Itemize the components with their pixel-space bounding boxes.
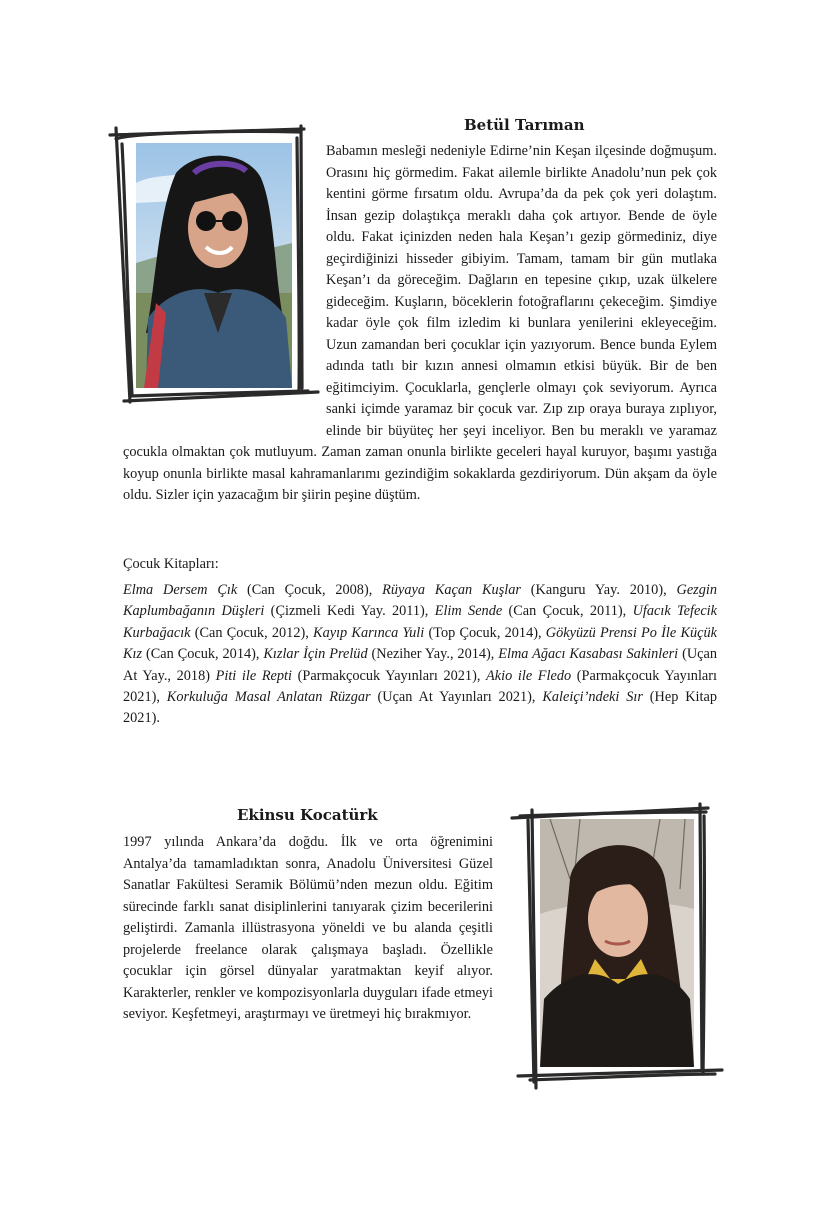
book-title: Kayıp Karınca Yuli: [313, 624, 425, 641]
author-name-ekinsu: Ekinsu Kocatürk: [237, 806, 378, 824]
book-title: Gökyüzü Prensi Po İle Küçük Kız: [123, 624, 717, 663]
author-bio-betul-text: Babamın mesleği nedeniyle Edirne’nin Keşan ilçesinde doğmuşum. Orasını hiç görmedim. Fakat ailemle birlikte Anadolu’nun pek çok kentini görme fırsatım oldu. Avrupa’da da pek çok yeri dolaştım. İnsan gezip dolaştıkça meraklı daha çok artıyor. Bende de öyle oldu. Fakat içinizden neden hala Keşan’ı gezip görmediniz, diye geçirdiğinizi hisseder gibiyim. Tamam, tamam bir gün mutlaka Keşan’ı da göreceğim. Dağların en tepesine çıkıp, uzak ülkelere gideceğim. Kuşların, böceklerin fotoğraflarını çekeceğim. Şimdiye kadar öyle çok film izledim ki bunlara yenilerini ekleyeceğim. Uzun zamandan beri çocuklar için yazıyorum. Bence bunda Eylem adında tatlı bir kızın annesi olmamın etkisi büyük. Bir de ben eğitimciyim. Çocuklarla, gençlerle olmayı çok seviyorum. Ayrıca sanki içimde yaramaz bir çocuk var. Zıp zıp oraya buraya zıplıyor, elinde bir büyüteç her şeyi inceliyor. Ben bu meraklı ve yaramaz çocukla olmaktan çok mutluyum. Zaman zaman onunla birlikte geceleri hayal kuruyor, başımı yastığa koyup onunla birlikte masal kahramanlarımı gezindiğim sokaklarda gezdiriyorum. Dün akşam da öyle oldu. Sizler için yazacağım bir şiirin peşine düştüm.: [123, 143, 717, 503]
book-title: Kızlar İçin Prelüd: [263, 646, 368, 663]
book-publisher-info: (Top Çocuk, 2014),: [424, 624, 546, 641]
book-title: Elma Dersem Çık: [123, 582, 238, 598]
author-photo-frame-2: [510, 804, 724, 1090]
book-publisher-info: (Çizmeli Kedi Yay. 2011),: [264, 603, 435, 620]
books-list: [123, 580, 717, 730]
author-name-betul: Betül Tarıman: [464, 116, 585, 134]
book-title: Ufacık Tefecik Kurbağacık: [123, 603, 717, 641]
book-publisher-info: (Can Çocuk, 2014),: [142, 646, 264, 663]
book-publisher-info: (Can Çocuk, 2011),: [502, 603, 633, 620]
book-publisher-info: (Kanguru Yay. 2010),: [520, 582, 677, 598]
book-publisher-info: (Parmakçocuk Yayınları 2021),: [292, 667, 487, 684]
book-title: Gezgin Kaplumbağanın Düşleri: [123, 582, 718, 620]
book-publisher-info: (Parmakçocuk Yayınları 2021),: [123, 667, 717, 706]
book-publisher-info: (Neziher Yay., 2014),: [367, 646, 499, 663]
photo-wrap-spacer: [108, 141, 326, 435]
author-bio-ekinsu: 1997 yılında Ankara’da doğdu. İlk ve orta öğrenimini Antalya’da tamamladıktan sonra, Anadolu Üniversitesi Güzel Sanatlar Fakültesi Seramik Bölümü’nden mezun oldu. Eğitim sürecinde farklı sanat disiplinlerini tanıyarak çizim becerilerini geliştirdi. Zamanla illüstrasyona yöneldi ve bu alanda çeşitli projelerde freelance olarak çalışmaya başladı. Özellikle çocuklar için görsel dünyalar yaratmaktan keyif alıyor. Karakterler, renkler ve kompozisyonlarla duyguları ifade etmeyi seviyor. Keşfetmeyi, araştırmayı ve üretmeyi hiç bırakmıyor.: [123, 834, 493, 1022]
book-publisher-info: (Uçan At Yay., 2018): [123, 646, 718, 684]
book-title: Elma Ağacı Kasabası Sakinleri: [498, 646, 679, 663]
book-publisher-info: (Hep Kitap 2021).: [123, 689, 717, 727]
book-title: Korkuluğa Masal Anlatan Rüzgar: [166, 689, 371, 706]
book-title: Rüyaya Kaçan Kuşlar: [382, 582, 521, 598]
book-title: Akio ile Fledo: [486, 667, 572, 684]
book-publisher-info: (Can Çocuk, 2012),: [190, 624, 314, 641]
books-label: Çocuk Kitapları:: [123, 556, 219, 572]
book-publisher-info: (Can Çocuk, 2008),: [237, 582, 383, 598]
author-photo-ekinsu: [540, 819, 694, 1067]
book-title: Elim Sende: [434, 603, 503, 620]
author-bio-betul: [123, 141, 717, 507]
book-title: Kaleiçi’ndeki Sır: [542, 689, 643, 706]
book-publisher-info: (Uçan At Yayınları 2021),: [370, 689, 543, 706]
book-title: Piti ile Repti: [215, 667, 292, 684]
